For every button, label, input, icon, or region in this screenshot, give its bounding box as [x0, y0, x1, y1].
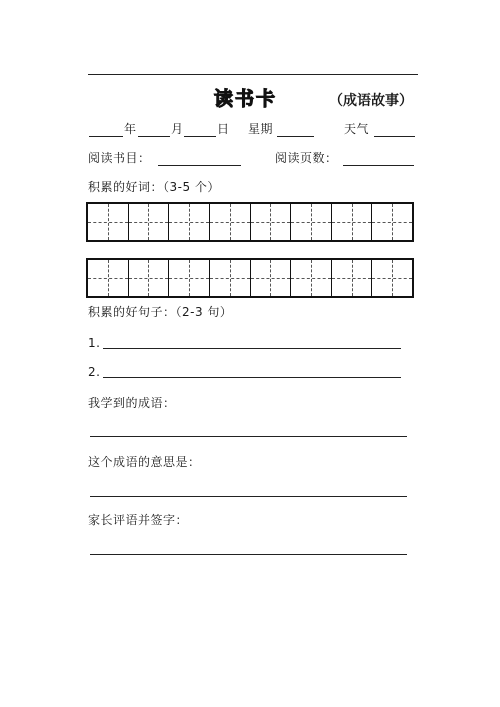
- word-cell[interactable]: [372, 260, 412, 296]
- word-cell[interactable]: [169, 204, 210, 240]
- weather-label: 天气: [344, 122, 370, 136]
- word-cell[interactable]: [291, 204, 332, 240]
- word-cell[interactable]: [88, 260, 129, 296]
- book-label: 阅读书目：: [88, 151, 151, 165]
- word-grid-row-1[interactable]: [86, 202, 414, 242]
- sentence-number-2: 2.: [88, 365, 101, 379]
- parent-label: 家长评语并签字：: [88, 513, 189, 527]
- sentence-number-1: 1.: [88, 336, 101, 350]
- pages-field[interactable]: [343, 165, 414, 166]
- word-cell[interactable]: [332, 260, 373, 296]
- sentence-line-1[interactable]: [103, 348, 401, 349]
- sentence-line-2[interactable]: [103, 377, 401, 378]
- card-subtitle: （成语故事）: [329, 93, 413, 109]
- idiom-line[interactable]: [90, 436, 407, 437]
- sentences-label: 积累的好句子：（2-3 句）: [88, 305, 233, 319]
- year-label: 年: [124, 122, 137, 136]
- month-label: 月: [171, 122, 184, 136]
- word-cell[interactable]: [210, 260, 251, 296]
- book-field[interactable]: [158, 165, 241, 166]
- top-rule: [88, 74, 418, 75]
- word-cell[interactable]: [291, 260, 332, 296]
- word-cell[interactable]: [251, 204, 292, 240]
- month-field[interactable]: [138, 136, 170, 137]
- weather-field[interactable]: [374, 136, 415, 137]
- word-cell[interactable]: [88, 204, 129, 240]
- word-cell[interactable]: [372, 204, 412, 240]
- word-cell[interactable]: [251, 260, 292, 296]
- word-cell[interactable]: [129, 204, 170, 240]
- words-label: 积累的好词：（3-5 个）: [88, 180, 220, 194]
- idiom-label: 我学到的成语：: [88, 396, 176, 410]
- weekday-field[interactable]: [277, 136, 314, 137]
- word-grid-row-2[interactable]: [86, 258, 414, 298]
- meaning-line[interactable]: [90, 496, 407, 497]
- year-field[interactable]: [89, 136, 123, 137]
- weekday-label: 星期: [248, 122, 274, 136]
- word-cell[interactable]: [210, 204, 251, 240]
- parent-comment-line[interactable]: [90, 554, 407, 555]
- day-field[interactable]: [184, 136, 216, 137]
- meaning-label: 这个成语的意思是：: [88, 455, 201, 469]
- word-cell[interactable]: [169, 260, 210, 296]
- word-cell[interactable]: [129, 260, 170, 296]
- card-title: 读书卡: [214, 88, 278, 110]
- word-cell[interactable]: [332, 204, 373, 240]
- day-label: 日: [217, 122, 230, 136]
- pages-label: 阅读页数：: [275, 151, 338, 165]
